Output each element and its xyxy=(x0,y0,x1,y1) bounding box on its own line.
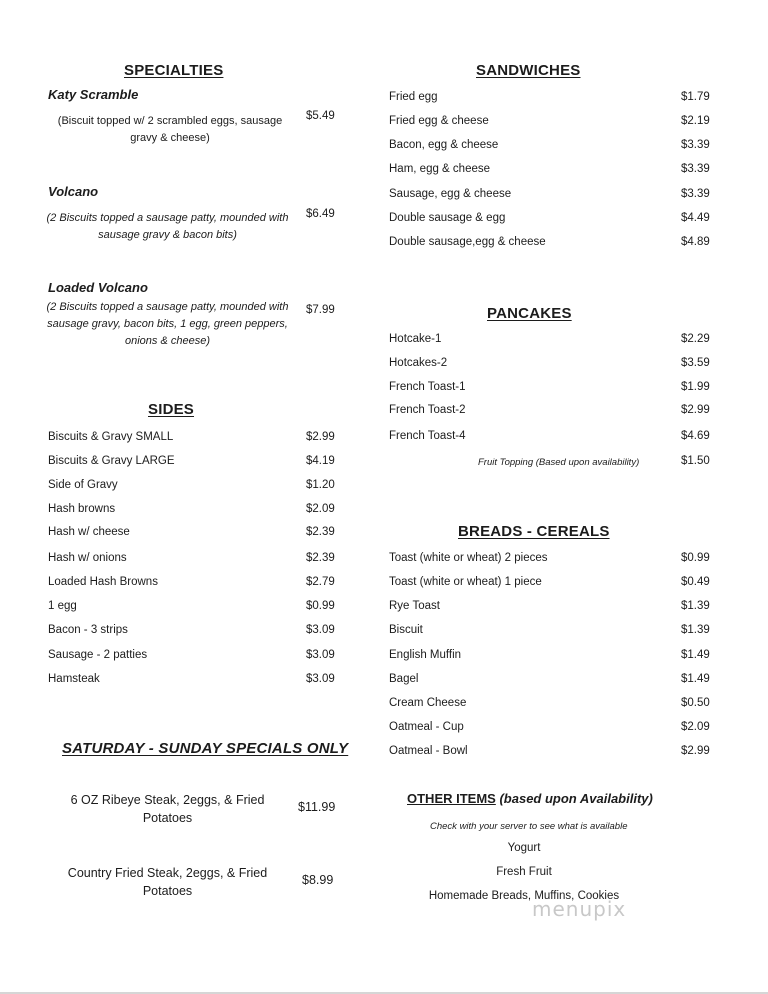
side-name: Biscuits & Gravy LARGE xyxy=(48,455,175,467)
side-price: $1.20 xyxy=(306,479,335,491)
bread-name: Bagel xyxy=(389,673,419,685)
side-price: $2.09 xyxy=(306,503,335,515)
sandwich-name: Fried egg & cheese xyxy=(389,115,489,127)
pancake-price: $2.99 xyxy=(681,404,710,416)
bread-price: $2.09 xyxy=(681,721,710,733)
side-name: Loaded Hash Browns xyxy=(48,576,158,588)
specialties-heading: SPECIALTIES xyxy=(124,62,224,79)
side-name: Hamsteak xyxy=(48,673,100,685)
sandwich-price: $4.89 xyxy=(681,236,710,248)
specialty-description: (2 Biscuits topped a sausage patty, mounded with sausage gravy & bacon bits) xyxy=(46,212,289,241)
specialty-description: (2 Biscuits topped a sausage patty, mounded with sausage gravy, bacon bits, 1 egg, green peppers, onions & cheese) xyxy=(46,301,289,347)
side-price: $2.39 xyxy=(306,526,335,538)
weekend-item-name: Country Fried Steak, 2eggs, & Fried Potatoes xyxy=(67,866,268,898)
bread-name: Toast (white or wheat) 1 piece xyxy=(389,576,542,588)
pancake-name: Hotcake-1 xyxy=(389,333,442,345)
specialty-price: $7.99 xyxy=(306,304,335,316)
specialty-name: Volcano xyxy=(48,184,99,199)
sandwich-name: Bacon, egg & cheese xyxy=(389,139,499,151)
side-name: Sausage - 2 patties xyxy=(48,649,148,661)
sandwich-name: Double sausage & egg xyxy=(389,212,506,224)
weekend-specials-heading: SATURDAY - SUNDAY SPECIALS ONLY xyxy=(62,740,349,757)
side-name: Bacon - 3 strips xyxy=(48,624,128,636)
specialty-description: (Biscuit topped w/ 2 scrambled eggs, sausage gravy & cheese) xyxy=(57,115,283,144)
specialty-name: Loaded Volcano xyxy=(48,280,148,295)
bread-price: $0.50 xyxy=(681,697,710,709)
side-price: $0.99 xyxy=(306,600,335,612)
bread-price: $1.39 xyxy=(681,624,710,636)
sandwich-price: $3.39 xyxy=(681,188,710,200)
side-name: Side of Gravy xyxy=(48,479,118,491)
sandwich-price: $1.79 xyxy=(681,91,710,103)
pancake-price: $1.99 xyxy=(681,381,710,393)
sandwich-price: $4.49 xyxy=(681,212,710,224)
fruit-topping-label: Fruit Topping (Based upon availability) xyxy=(478,457,640,468)
weekend-item-name: 6 OZ Ribeye Steak, 2eggs, & Fried Potatoes xyxy=(70,793,265,825)
pancake-name: French Toast-4 xyxy=(389,430,466,442)
bread-name: Oatmeal - Bowl xyxy=(389,745,468,757)
fruit-topping-price: $1.50 xyxy=(681,455,710,467)
bread-name: Toast (white or wheat) 2 pieces xyxy=(389,552,548,564)
menupix-watermark: menupix xyxy=(532,897,627,921)
bread-price: $1.39 xyxy=(681,600,710,612)
side-price: $3.09 xyxy=(306,649,335,661)
sandwiches-heading: SANDWICHES xyxy=(476,62,581,79)
side-name: Biscuits & Gravy SMALL xyxy=(48,431,174,443)
other-item: Fresh Fruit xyxy=(496,866,552,878)
pancake-name: French Toast-1 xyxy=(389,381,466,393)
sandwich-price: $2.19 xyxy=(681,115,710,127)
side-price: $2.79 xyxy=(306,576,335,588)
other-items-heading xyxy=(407,791,653,806)
sandwich-name: Sausage, egg & cheese xyxy=(389,188,512,200)
sandwich-name: Ham, egg & cheese xyxy=(389,163,491,175)
weekend-item-price: $8.99 xyxy=(302,873,334,887)
pancake-price: $3.59 xyxy=(681,357,710,369)
other-items-availability-note: Check with your server to see what is available xyxy=(430,821,628,832)
sandwich-price: $3.39 xyxy=(681,163,710,175)
bread-name: English Muffin xyxy=(389,649,462,661)
breads-cereals-heading: BREADS - CEREALS xyxy=(458,523,610,540)
bread-name: Biscuit xyxy=(389,624,423,636)
sandwich-name: Double sausage,egg & cheese xyxy=(389,236,546,248)
specialty-price: $5.49 xyxy=(306,110,335,122)
side-price: $3.09 xyxy=(306,624,335,636)
pancake-price: $4.69 xyxy=(681,430,710,442)
other-item: Yogurt xyxy=(507,842,541,854)
side-price: $3.09 xyxy=(306,673,335,685)
pancakes-heading: PANCAKES xyxy=(487,305,572,322)
specialty-name: Katy Scramble xyxy=(48,87,139,102)
other-items-title: OTHER ITEMS xyxy=(407,791,496,806)
bread-price: $2.99 xyxy=(681,745,710,757)
sides-heading: SIDES xyxy=(148,401,195,418)
side-price: $4.19 xyxy=(306,455,335,467)
bread-name: Rye Toast xyxy=(389,600,440,612)
side-price: $2.39 xyxy=(306,552,335,564)
bread-price: $1.49 xyxy=(681,673,710,685)
specialty-price: $6.49 xyxy=(306,208,335,220)
bread-price: $0.49 xyxy=(681,576,710,588)
side-name: Hash w/ onions xyxy=(48,552,127,564)
sandwich-name: Fried egg xyxy=(389,91,438,103)
bread-price: $1.49 xyxy=(681,649,710,661)
pancake-name: French Toast-2 xyxy=(389,404,466,416)
weekend-item-price: $11.99 xyxy=(298,800,336,814)
other-items-note: (based upon Availability) xyxy=(499,791,653,806)
side-name: Hash w/ cheese xyxy=(48,526,130,538)
side-name: Hash browns xyxy=(48,503,116,515)
bread-name: Cream Cheese xyxy=(389,697,467,709)
bread-price: $0.99 xyxy=(681,552,710,564)
other-item: Homemade Breads, Muffins, Cookies xyxy=(428,890,620,902)
pancake-name: Hotcakes-2 xyxy=(389,357,448,369)
sandwich-price: $3.39 xyxy=(681,139,710,151)
pancake-price: $2.29 xyxy=(681,333,710,345)
bread-name: Oatmeal - Cup xyxy=(389,721,464,733)
side-price: $2.99 xyxy=(306,431,335,443)
side-name: 1 egg xyxy=(48,600,77,612)
